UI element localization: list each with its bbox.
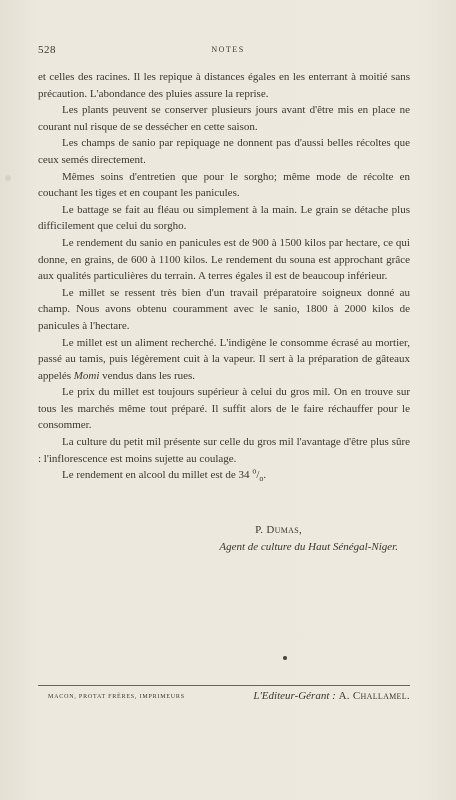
paragraph: Le battage se fait au fléau ou simplement à la main. Le grain se détache plus difficilement que celui du sorgho. [38,203,410,233]
page-header [38,44,418,58]
paragraph-text: . [263,469,267,482]
author-name: P. Dumas, [255,524,302,536]
per-mille-sup: o [252,466,257,476]
paragraph: Le rendement en alcool du millet est de 34 $^o/_o$. [62,466,267,484]
page-footer [38,690,410,704]
gerant-label: L'Editeur-Gérant : [253,690,336,702]
footer-rule [38,685,410,686]
paragraph-text: vendus dans les rues. [99,369,196,382]
paragraph: Le prix du millet est toujours supérieur à celui du gros mil. On en trouve sur tous les marchés même tout préparé. Il suffit alors de le faire réchauffer pour le consommer. [38,386,410,432]
paragraph: La culture du petit mil présente sur celle du gros mil l'avantage d'être plus sûre : l'inflorescence est moins sujette au coulage. [38,436,410,465]
signature-block [38,522,410,555]
emphasis-momi: Momi [73,369,100,382]
printer-imprint: MACON, PROTAT FRÈRES, IMPRIMEURS [48,694,185,700]
paragraph: Les plants peuvent se conserver plusieurs jours avant d'être mis en place ne courant nul risque de se dessécher en cette saison. [38,104,410,133]
author-title: Agent de culture du Haut Sénégal-Niger. [219,540,398,553]
paragraph-text: Le millet est un aliment recherché. L'indigène le consomme écrasé au mortier, passé au tamis, puis légèrement cuit à la vapeur. Il sert à la préparation de gâteaux appelés [38,336,410,382]
publisher-credit [253,690,410,702]
paragraph-text: Le rendement en alcool du millet est de 34 [62,469,253,482]
body-text [38,69,410,484]
page-number: 528 [38,44,56,56]
paragraph: Le rendement du sanio en panicules est de 900 à 1500 kilos par hectare, ce qui donne, en grains, de 600 à 1100 kilos. Le rendement du souna est approchant grâce aux qualités particulières du terrain. A terres égales il est de beaucoup inférieur. [38,236,410,283]
paragraph: Le millet se ressent très bien d'un travail préparatoire soigneux donné au champ. Nous avons obtenu couramment avec le sanio, 1800 à 2000 kilos de panicules à l'hectare. [38,286,410,332]
paragraph [38,335,410,385]
ornament-dot [283,656,287,660]
running-title: NOTES [211,45,245,54]
paragraph: Mêmes soins d'entretien que pour le sorgho; même mode de récolte en couchant les tiges et en coupant les panicules. [38,170,410,200]
per-mille-sub: o [259,474,264,484]
gerant-name: A. Challamel. [338,690,410,702]
margin-spot [5,175,11,181]
paragraph: Les champs de sanio par repiquage ne donnent pas d'aussi belles récoltes que ceux semés directement. [38,137,410,166]
paragraph: et celles des racines. Il les repique à distances égales en les enterrant à moitié sans précaution. L'abondance des pluies assure la reprise. [38,71,410,100]
